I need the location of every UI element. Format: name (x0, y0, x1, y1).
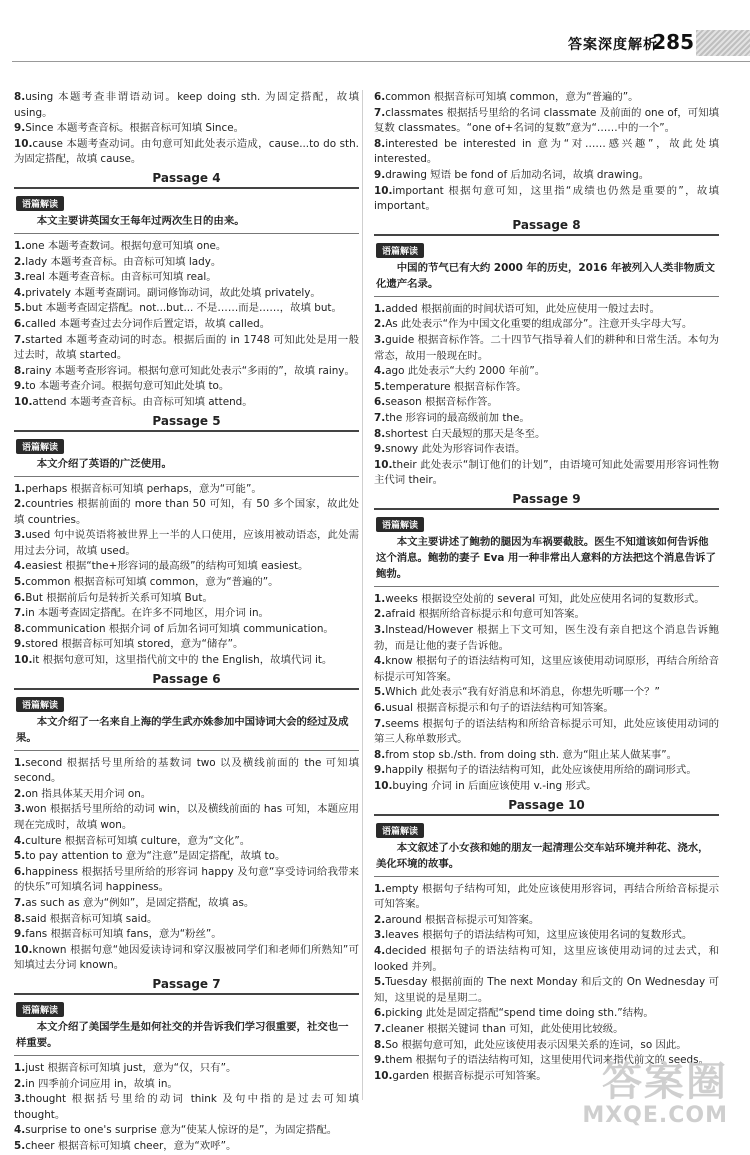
passage-title: Passage 9 (512, 491, 581, 506)
answer-entry (374, 442, 719, 458)
answer-number: 6. (14, 591, 26, 604)
summary-badge: 语篇解读 (376, 243, 424, 258)
answer-text: stored 根据音标可知填 stored，意为“储存”。 (25, 638, 244, 651)
answer-text: fans 根据音标可知填 fans，意为“粉丝”。 (25, 928, 222, 941)
answer-number: 2. (14, 255, 26, 268)
answer-number: 6. (14, 317, 26, 330)
answer-entry (374, 928, 719, 944)
answer-text: snowy 此处为形容词作表语。 (385, 443, 526, 456)
answer-text: won 根据括号里所给的动词 win，以及横线前面的 has 可知，本题应用现在完成时，故填 won。 (14, 803, 359, 831)
answer-text: lady 本题考查音标。由音标可知填 lady。 (25, 255, 222, 268)
answer-number: 8. (14, 622, 26, 635)
passage-summary-box (14, 430, 359, 477)
summary-badge: 语篇解读 (16, 439, 64, 454)
answer-text: countries 根据前面的 more than 50 可知，有 50 多个国家，故此处填 countries。 (14, 498, 359, 526)
answer-entry (14, 528, 359, 559)
answer-entry (14, 497, 359, 528)
answer-text: Tuesday 根据前面的 The next Monday 和后文的 On Wednesday 可知，这里说的是星期二。 (374, 976, 719, 1004)
answer-text: but 本题考查固定搭配。not...but... 不是……而是……，故填 but。 (25, 302, 342, 315)
answer-number: 4. (14, 1124, 26, 1137)
answer-number: 7. (374, 106, 386, 119)
answer-entry (374, 623, 719, 654)
passage-summary: 本文叙述了小女孩和她的朋友一起清理公交车站环境并种花、浇水，美化环境的故事。 (376, 841, 709, 870)
answer-number: 2. (14, 787, 26, 800)
answer-text: as such as 意为“例如”，是固定搭配，故填 as。 (25, 896, 255, 909)
answer-number: 5. (14, 1139, 26, 1152)
answer-number: 8. (374, 748, 386, 761)
answer-entry (14, 239, 359, 255)
answer-entry (374, 748, 719, 764)
answer-entry (374, 137, 719, 168)
answer-entry (374, 364, 719, 380)
answer-number: 9. (14, 928, 26, 941)
answer-number: 1. (374, 882, 386, 895)
answer-text: happiness 根据括号里所给的形容词 happy 及句意“享受诗词给我带来的快乐”可知填名词 happiness。 (14, 865, 359, 894)
answer-entry (14, 379, 359, 395)
answer-number: 9. (14, 122, 26, 135)
answer-number: 2. (14, 1077, 26, 1090)
answer-text: important 根据句意可知，这里指“成绩也仍然是重要的”，故填 important。 (374, 184, 719, 213)
answer-number: 3. (14, 803, 26, 816)
answer-entry (374, 458, 719, 489)
answer-entry (374, 882, 719, 913)
answer-entry (374, 317, 719, 333)
answer-number: 3. (14, 1093, 26, 1106)
answer-text: happily 根据句子的语法结构可知，此处应该使用所给的副词形式。 (385, 764, 697, 777)
answer-number: 8. (374, 427, 386, 440)
answer-entry (14, 317, 359, 333)
passage-summary: 本文主要讲述了鲍勃的腿因为车祸要截肢。医生不知道该如何告诉他这个消息。鲍勃的妻子 Eva 用一种非常出人意料的方法把这个消息告诉了鲍勃。 (376, 535, 716, 580)
answer-number: 8. (14, 912, 26, 925)
passage-title: Passage 8 (512, 217, 581, 232)
column-divider (362, 90, 363, 1100)
answer-text: from stop sb./sth. from doing sth. 意为“阻止某人做某事”。 (385, 748, 678, 761)
answer-text: As 此处表示“作为中国文化重要的组成部分”。注意开头字母大写。 (385, 318, 693, 331)
answer-entry (14, 301, 359, 317)
answer-number: 8. (374, 137, 386, 150)
answer-number: 9. (374, 168, 386, 181)
answer-number: 6. (374, 396, 386, 409)
answer-entry (374, 717, 719, 748)
answer-text: privately 本题考查副词。副词修饰动词，故此处填 privately。 (25, 286, 321, 299)
answer-entry (14, 90, 359, 121)
answer-entry (14, 270, 359, 286)
answer-entry (14, 802, 359, 833)
answer-number: 8. (14, 364, 26, 377)
summary-badge: 语篇解读 (376, 823, 424, 838)
answer-text: season 根据音标作答。 (385, 396, 498, 409)
passage-title: Passage 5 (152, 413, 221, 428)
answer-number: 10. (14, 395, 33, 408)
answer-number: 2. (374, 318, 386, 331)
answer-entry (14, 286, 359, 302)
passage-summary-box (14, 993, 359, 1056)
answer-number: 7. (374, 411, 386, 424)
summary-badge: 语篇解读 (16, 196, 64, 211)
answer-text: buying 介词 in 后面应该使用 v.-ing 形式。 (392, 780, 597, 792)
passage-summary-box (374, 234, 719, 297)
answer-text: second 根据括号里所给的基数词 two 以及横线前面的 the 可知填 second。 (14, 756, 359, 785)
watermark (582, 1050, 728, 1128)
answer-text: garden 根据音标提示可知答案。 (392, 1069, 547, 1082)
answer-entry (14, 606, 359, 622)
answer-entry (14, 1061, 359, 1077)
header-decoration (696, 30, 750, 56)
answer-text: common 根据音标可知填 common，意为“普遍的”。 (25, 576, 279, 589)
answer-entry (14, 943, 359, 974)
answer-number: 5. (374, 380, 386, 393)
answer-text: temperature 根据音标作答。 (385, 380, 527, 393)
answer-entry (14, 849, 359, 865)
summary-badge: 语篇解读 (16, 697, 64, 712)
answer-text: called 本题考查过去分词作后置定语，故填 called。 (25, 317, 271, 330)
answer-entry (14, 559, 359, 575)
answer-entry (374, 302, 719, 318)
answer-number: 5. (14, 576, 26, 589)
answer-text: using 本题考查非谓语动词。keep doing sth. 为固定搭配，故填using。 (14, 91, 359, 119)
answer-text: usual 根据音标提示和句子的语法结构可知答案。 (385, 702, 614, 715)
answer-text: classmates 根据括号里给的名词 classmate 及前面的 one of，可知填复数 classmates。“one of+名词的复数”意为“……中的一个”。 (374, 106, 719, 135)
passage-summary: 中国的节气已有大约 2000 年的历史，2016 年被列入人类非物质文化遗产名录。 (376, 261, 715, 290)
answer-entry (14, 591, 359, 607)
answer-number: 6. (374, 1007, 386, 1020)
answer-number: 5. (374, 976, 386, 989)
answer-text: Since 本题考查音标。根据音标可知填 Since。 (25, 122, 244, 135)
answer-number: 10. (14, 137, 33, 150)
answer-number: 4. (374, 655, 386, 668)
passage-summary-box (374, 814, 719, 877)
answer-text: perhaps 根据音标可知填 perhaps，意为“可能”。 (25, 482, 262, 495)
answer-entry (14, 622, 359, 638)
answer-number: 10. (374, 458, 393, 471)
answer-text: know 根据句子的语法结构可知，这里应该使用动词原形，再结合所给音标提示可知答案。 (374, 655, 719, 683)
answer-number: 4. (14, 560, 26, 573)
answer-entry (14, 912, 359, 928)
answer-number: 3. (374, 333, 386, 346)
answer-entry (14, 121, 359, 137)
answer-number: 9. (14, 380, 26, 393)
answer-text: But 根据前后句是转折关系可知填 But。 (25, 591, 213, 604)
answer-text: known 根据句意“她因爱读诗词和穿汉服被同学们和老师们所熟知”可知填过去分词 known。 (14, 943, 359, 972)
answer-text: cause 本题考查动词。由句意可知此处表示造成，cause...to do sth. 为固定搭配，故填 cause。 (14, 137, 359, 166)
answer-entry (374, 395, 719, 411)
answer-entry (14, 137, 359, 168)
answer-entry (14, 1123, 359, 1139)
answer-entry (374, 701, 719, 717)
answer-text: to 本题考查介词。根据句意可知此处填 to。 (25, 380, 230, 393)
answer-number: 10. (14, 654, 33, 667)
answer-entry (14, 1092, 359, 1123)
page-number: 285 (652, 30, 694, 54)
answer-entry (374, 944, 719, 975)
answer-entry (374, 411, 719, 427)
answer-number: 9. (374, 1054, 386, 1067)
answer-text: drawing 短语 be fond of 后加动名词，故填 drawing。 (385, 168, 650, 181)
summary-badge: 语篇解读 (376, 517, 424, 532)
answer-text: rainy 本题考查形容词。根据句意可知此处表示“多雨的”，故填 rainy。 (25, 364, 355, 377)
answer-entry (14, 1139, 359, 1155)
answer-entry (374, 380, 719, 396)
answer-number: 9. (14, 638, 26, 651)
answer-number: 10. (374, 1069, 393, 1082)
answer-number: 10. (374, 780, 393, 792)
answer-text: the 形容词的最高级前加 the。 (385, 411, 530, 424)
answer-text: on 指具体某天用介词 on。 (25, 787, 152, 800)
answer-entry (14, 364, 359, 380)
left-column (14, 90, 359, 1155)
answer-entry (14, 575, 359, 591)
answer-text: Which 此处表示“我有好消息和坏消息，你想先听哪一个？” (385, 686, 660, 699)
answer-text: added 根据前面的时间状语可知，此处应使用一般过去时。 (385, 302, 661, 315)
answer-number: 8. (374, 1038, 386, 1051)
answer-entry (14, 865, 359, 896)
answer-number: 5. (14, 850, 26, 863)
answer-text: So 根据句意可知，此处应该使用表示因果关系的连词，so 因此。 (385, 1038, 687, 1051)
passage-summary-box (374, 508, 719, 587)
answer-entry (374, 1022, 719, 1038)
answer-text: common 根据音标可知填 common，意为“普遍的”。 (385, 91, 639, 103)
passage-summary: 本文介绍了英语的广泛使用。 (36, 457, 172, 470)
header-title: 答案深度解析 (568, 37, 658, 53)
answer-text: attend 本题考查音标。由音标可知填 attend。 (32, 395, 253, 408)
passage-title: Passage 4 (152, 170, 221, 185)
answer-entry (374, 168, 719, 184)
answer-number: 1. (14, 239, 26, 252)
answer-text: started 本题考查动词的时态。根据后面的 in 1748 可知此处是用一般过去时，故填 started。 (14, 333, 359, 362)
answer-text: empty 根据句子结构可知，此处应该使用形容词，再结合所给音标提示可知答案。 (374, 882, 719, 911)
answer-entry (374, 913, 719, 929)
answer-number: 3. (14, 529, 26, 542)
passage-summary-box (14, 187, 359, 234)
answer-number: 5. (14, 302, 26, 315)
answer-text: them 根据句子的语法结构可知，这里使用代词来指代前文的 seeds。 (385, 1054, 709, 1067)
answer-entry (14, 1077, 359, 1093)
answer-text: just 根据音标可知填 just，意为“仅，只有”。 (25, 1061, 237, 1074)
answer-text: real 本题考查音标。由音标可知填 real。 (25, 271, 217, 284)
answer-text: in 本题考查固定搭配。在许多不同地区，用介词 in。 (25, 607, 269, 620)
answer-entry (374, 184, 719, 215)
answer-text: seems 根据句子的语法结构和所给音标提示可知，此处应该使用动词的第三人称单数形式。 (374, 717, 719, 746)
watermark-url: MXQE.COM (582, 1103, 728, 1128)
answer-text: afraid 根据所给音标提示和句意可知答案。 (385, 608, 585, 621)
answer-entry (374, 975, 719, 1006)
answer-text: cheer 根据音标可知填 cheer，意为“欢呼”。 (25, 1139, 237, 1152)
passage-summary: 本文介绍了美国学生是如何社交的并告诉我们学习很重要，社交也一样重要。 (16, 1020, 349, 1049)
answer-number: 7. (14, 607, 26, 620)
answer-number: 1. (14, 482, 26, 495)
answer-number: 4. (14, 286, 26, 299)
answer-number: 1. (14, 1061, 26, 1074)
answer-entry (14, 834, 359, 850)
answer-number: 4. (14, 834, 26, 847)
answer-text: culture 根据音标可知填 culture，意为“文化”。 (25, 834, 251, 847)
answer-number: 2. (374, 608, 386, 621)
answer-entry (14, 653, 359, 669)
answer-entry (374, 654, 719, 685)
answer-number: 9. (374, 764, 386, 777)
passage-title: Passage 6 (152, 671, 221, 686)
answer-entry (14, 927, 359, 943)
answer-number: 7. (374, 1022, 386, 1035)
answer-number: 10. (14, 943, 33, 956)
right-column (374, 90, 719, 1084)
answer-number: 6. (374, 91, 386, 103)
answer-text: cleaner 根据关键词 than 可知，此处使用比较级。 (385, 1022, 624, 1035)
answer-text: decided 根据句子的语法结构可知，这里应该使用动词的过去式，和 looked 并列。 (374, 944, 719, 973)
answer-text: to pay attention to 意为“注意”是固定搭配，故填 to。 (25, 850, 286, 863)
answer-number: 3. (14, 271, 26, 284)
answer-number: 3. (374, 929, 386, 942)
passage-title: Passage 10 (508, 797, 585, 812)
answer-text: said 根据音标可知填 said。 (25, 912, 158, 925)
answer-text: guide 根据音标作答。二十四节气指导着人们的耕种和日常生活。本句为常态，故用一般现在时。 (374, 333, 719, 362)
answer-entry (374, 427, 719, 443)
answer-number: 6. (14, 865, 26, 878)
answer-number: 1. (374, 302, 386, 315)
answer-number: 4. (374, 365, 386, 378)
answer-text: around 根据音标提示可知答案。 (385, 913, 540, 926)
answer-text: leaves 根据句子的语法结构可知，这里应该使用名词的复数形式。 (385, 929, 693, 942)
page-header (0, 0, 750, 62)
answer-entry (14, 756, 359, 787)
answer-entry (14, 896, 359, 912)
answer-entry (374, 592, 719, 608)
passage-summary: 本文介绍了一名来自上海的学生武亦姝参加中国诗词大会的经过及成果。 (16, 715, 349, 744)
answer-number: 8. (14, 91, 26, 103)
answer-entry (374, 333, 719, 364)
answer-entry (14, 333, 359, 364)
answer-entry (14, 787, 359, 803)
answer-number: 6. (374, 702, 386, 715)
answer-entry (14, 395, 359, 411)
answer-entry (374, 607, 719, 623)
answer-text: surprise to one's surprise 意为“使某人惊讶的是”，为固定搭配。 (25, 1124, 338, 1137)
answer-text: thought 根据括号里给的动词 think 及句中指的是过去可知填 thought。 (14, 1093, 359, 1121)
answer-number: 2. (374, 913, 386, 926)
passage-title: Passage 7 (152, 976, 221, 991)
answer-number: 7. (14, 333, 26, 346)
answer-text: easiest 根据“the+形容词的最高级”的结构可知填 easiest。 (25, 560, 309, 573)
answer-entry (14, 255, 359, 271)
answer-text: one 本题考查数词。根据句意可知填 one。 (25, 239, 227, 252)
passage-summary-box (14, 688, 359, 751)
answer-entry (374, 685, 719, 701)
answer-number: 7. (14, 896, 26, 909)
answer-text: Instead/However 根据上下文可知，医生没有亲自把这个消息告诉鲍勃，而是让他的妻子告诉他。 (374, 624, 719, 652)
answer-number: 7. (374, 717, 386, 730)
watermark-logo-text: 答案圈 (602, 1059, 728, 1105)
answer-entry (14, 637, 359, 653)
answer-entry (14, 482, 359, 498)
answer-text: their 此处表示“制订他们的计划”，由语境可知此处需要用形容词性物主代词 their。 (374, 458, 719, 487)
answer-entry (374, 779, 719, 795)
answer-text: used 句中说英语将被世界上一半的人口使用，应该用被动语态，此处需用过去分词，故填 used。 (14, 529, 359, 557)
passage-summary: 本文主要讲英国女王每年过两次生日的由来。 (36, 214, 245, 227)
answer-entry (374, 90, 719, 106)
answer-text: communication 根据介词 of 后加名词可知填 communication。 (25, 622, 334, 635)
answer-text: weeks 根据设空处前的 several 可知，此处应使用名词的复数形式。 (385, 592, 705, 605)
answer-number: 1. (374, 592, 386, 605)
header-rule (12, 61, 750, 62)
answer-number: 3. (374, 624, 386, 637)
answer-number: 2. (14, 498, 26, 511)
answer-text: ago 此处表示“大约 2000 年前”。 (385, 365, 546, 378)
answer-entry (374, 1006, 719, 1022)
answer-number: 9. (374, 443, 386, 456)
answer-number: 5. (374, 686, 386, 699)
answer-entry (374, 763, 719, 779)
summary-badge: 语篇解读 (16, 1002, 64, 1017)
answer-entry (374, 106, 719, 137)
answer-text: shortest 白天最短的那天是冬至。 (385, 427, 546, 440)
answer-text: in 四季前介词应用 in，故填 in。 (25, 1077, 178, 1090)
answer-text: picking 此处是固定搭配“spend time doing sth.”结构。 (385, 1007, 654, 1020)
answer-number: 10. (374, 184, 393, 197)
answer-number: 1. (14, 756, 26, 769)
answer-number: 4. (374, 944, 386, 957)
answer-text: it 根据句意可知，这里指代前文中的 the English，故填代词 it。 (32, 654, 333, 667)
answer-text: interested be interested in 意为“对……感兴趣”，故此处填 interested。 (374, 137, 719, 166)
